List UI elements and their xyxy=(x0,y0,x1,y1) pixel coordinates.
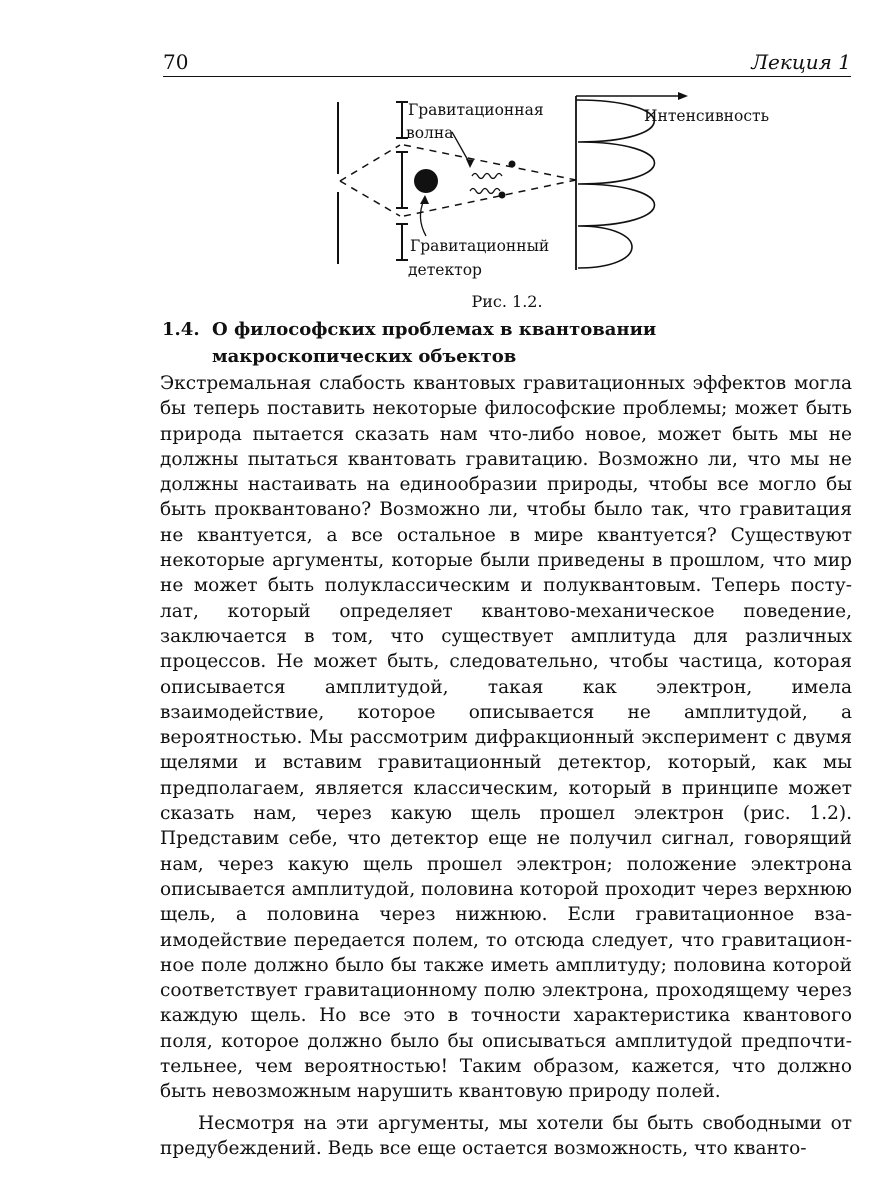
figure-diagram xyxy=(300,88,820,288)
page-header xyxy=(163,50,851,77)
detector-mass xyxy=(414,169,438,193)
paragraph: Экстремальная слабость квантовых гравитационных эффектов могла бы теперь поставить некоторые философские проблемы; может быть природа пытается сказать нам что-либо новое, может быть мы не должны пытаться квантовать гравитацию. Возможно ли, что мы не должны настаивать на единообразии природы, чтобы все могло бы быть проквантовано? Возможно ли, чтобы было так, что гравитация не квантуется, а все остальное в мире квантуется? Существуют некоторые аргументы, которые были приведены в прошлом, что мир не может быть полуклассическим и полуквантовым. Теперь постулат, который определяет квантово-механическое поведение, заключается в том, что существует амплитуда для различных процессов. Не может быть, следовательно, чтобы частица, которая описывается амплитудой, такая как электрон, имела взаимодействие, которое описывается не амплитудой, а вероятностью. Мы рассмотрим дифракционный эксперимент с двумя щелями и вставим гравитационный детектор, который, как мы предполагаем, является классическим, который в принципе может сказать нам, через какую щель прошел электрон (рис. 1.2). Представим себе, что детектор еще не получил сигнал, говорящий нам, через какую щель прошел электрон; положение электрона описывается амплитудой, половина которой проходит через верхнюю щель, а половина через нижнюю. Если гравитационное взаимодействие передается полем, то отсюда следует, что гравитационное поле должно было бы также иметь амплитуду; половина которой соответствует гравитационному полю электрона, проходящему через каждую щель. Но все это в точности характеристика квантового поля, которое должно было бы описываться амплитудой предпочтительнее, чем вероятностью! Таким образом, кажется, что должно быть невозможным нарушить квантовую природу полей. xyxy=(160,373,852,1103)
figure-caption: Рис. 1.2. xyxy=(471,292,543,311)
figure-double-slit xyxy=(300,88,820,288)
electron-upper xyxy=(509,161,516,168)
electron-paths xyxy=(340,145,576,216)
interference-pattern xyxy=(576,100,655,268)
section-title: О философских проблемах в квантовании макроскопических объектов xyxy=(212,319,657,367)
label-detector-line1: Гравитационный xyxy=(410,237,550,255)
section-number: 1.4. xyxy=(162,319,200,340)
page-number: 70 xyxy=(163,50,189,74)
label-grav-wave-line1: Гравитационная xyxy=(408,101,544,119)
label-grav-wave-line2: волна xyxy=(406,124,454,142)
running-head: Лекция 1 xyxy=(751,50,851,74)
paragraph: Несмотря на эти аргументы, мы хотели бы быть свободными от предубеждений. Ведь все еще остается возможность, что кванто- xyxy=(160,1112,852,1159)
label-detector-line2: детектор xyxy=(408,261,482,279)
electron-lower xyxy=(499,192,506,199)
grav-wave-lower xyxy=(470,189,500,194)
grav-wave-upper xyxy=(472,174,502,179)
label-intensity: Интенсивность xyxy=(644,107,770,125)
section-heading xyxy=(162,316,782,370)
body-text xyxy=(160,371,852,1161)
